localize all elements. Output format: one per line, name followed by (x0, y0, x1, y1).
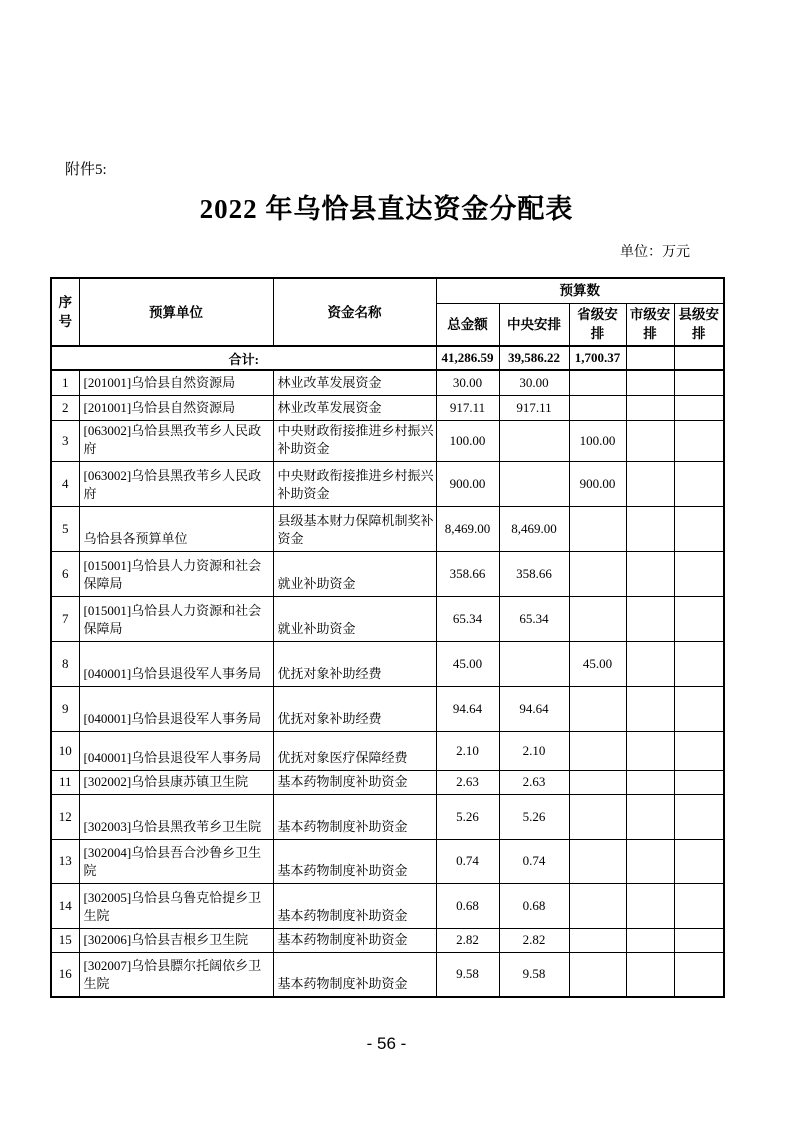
cell-central: 2.10 (499, 731, 569, 770)
table-row (51, 794, 724, 839)
header-budget-unit: 预算单位 (79, 278, 273, 346)
cell-county (674, 461, 724, 506)
cell-index: 1 (51, 370, 79, 395)
cell-fund-name: 林业改革发展资金 (273, 395, 436, 420)
cell-provincial (569, 731, 626, 770)
table-row (51, 928, 724, 952)
cell-total: 900.00 (436, 461, 499, 506)
table-row (51, 770, 724, 794)
table-row (51, 551, 724, 596)
cell-county (674, 596, 724, 641)
cell-budget-unit: [040001]乌恰县退役军人事务局 (79, 686, 273, 731)
header-budget-group: 预算数 (436, 278, 724, 303)
cell-fund-name: 中央财政衔接推进乡村振兴补助资金 (273, 420, 436, 461)
cell-total: 358.66 (436, 551, 499, 596)
allocation-table (50, 277, 725, 998)
cell-county (674, 370, 724, 395)
cell-county (674, 770, 724, 794)
cell-budget-unit: [015001]乌恰县人力资源和社会保障局 (79, 551, 273, 596)
cell-municipal (626, 641, 674, 686)
cell-county (674, 551, 724, 596)
table-row (51, 686, 724, 731)
page-number: - 56 - (366, 1034, 407, 1053)
cell-total: 917.11 (436, 395, 499, 420)
cell-provincial (569, 395, 626, 420)
cell-budget-unit: [302006]乌恰县吉根乡卫生院 (79, 928, 273, 952)
cell-central: 917.11 (499, 395, 569, 420)
total-row-county (674, 346, 724, 370)
table-row (51, 839, 724, 883)
cell-central: 0.74 (499, 839, 569, 883)
cell-budget-unit: [302002]乌恰县康苏镇卫生院 (79, 770, 273, 794)
cell-index: 6 (51, 551, 79, 596)
table-row (51, 596, 724, 641)
header-row-1 (51, 278, 724, 303)
table-row (51, 641, 724, 686)
cell-provincial (569, 506, 626, 551)
cell-budget-unit: [302007]乌恰县膘尔托阔依乡卫生院 (79, 952, 273, 997)
cell-fund-name: 基本药物制度补助资金 (273, 883, 436, 928)
table-row (51, 395, 724, 420)
cell-municipal (626, 395, 674, 420)
cell-central: 5.26 (499, 794, 569, 839)
cell-index: 14 (51, 883, 79, 928)
cell-county (674, 686, 724, 731)
cell-total: 0.74 (436, 839, 499, 883)
cell-municipal (626, 551, 674, 596)
table-row (51, 952, 724, 997)
table-row (51, 731, 724, 770)
cell-central: 2.82 (499, 928, 569, 952)
cell-index: 16 (51, 952, 79, 997)
cell-index: 3 (51, 420, 79, 461)
page-title: 2022 年乌恰县直达资金分配表 (199, 194, 574, 224)
cell-total: 45.00 (436, 641, 499, 686)
cell-provincial (569, 770, 626, 794)
cell-municipal (626, 928, 674, 952)
cell-municipal (626, 461, 674, 506)
total-row-label: 合计: (51, 346, 436, 370)
cell-municipal (626, 420, 674, 461)
cell-fund-name: 基本药物制度补助资金 (273, 952, 436, 997)
cell-budget-unit: [302005]乌恰县乌鲁克恰提乡卫生院 (79, 883, 273, 928)
cell-provincial (569, 928, 626, 952)
cell-index: 2 (51, 395, 79, 420)
cell-provincial (569, 686, 626, 731)
cell-county (674, 839, 724, 883)
cell-county (674, 506, 724, 551)
cell-index: 12 (51, 794, 79, 839)
cell-index: 5 (51, 506, 79, 551)
cell-municipal (626, 596, 674, 641)
table-body (51, 346, 724, 997)
cell-municipal (626, 731, 674, 770)
cell-county (674, 395, 724, 420)
cell-municipal (626, 952, 674, 997)
cell-central (499, 420, 569, 461)
total-row-provincial: 1,700.37 (569, 346, 626, 370)
cell-provincial (569, 370, 626, 395)
cell-municipal (626, 686, 674, 731)
table-row (51, 506, 724, 551)
cell-index: 11 (51, 770, 79, 794)
cell-county (674, 952, 724, 997)
cell-municipal (626, 770, 674, 794)
cell-index: 15 (51, 928, 79, 952)
cell-central (499, 461, 569, 506)
cell-budget-unit: [201001]乌恰县自然资源局 (79, 395, 273, 420)
cell-fund-name: 就业补助资金 (273, 551, 436, 596)
cell-total: 2.10 (436, 731, 499, 770)
cell-central: 94.64 (499, 686, 569, 731)
cell-central: 30.00 (499, 370, 569, 395)
cell-provincial (569, 839, 626, 883)
table-row (51, 370, 724, 395)
header-fund-name: 资金名称 (273, 278, 436, 346)
cell-total: 8,469.00 (436, 506, 499, 551)
unit-note: 单位：万元 (620, 245, 690, 260)
cell-county (674, 794, 724, 839)
cell-total: 65.34 (436, 596, 499, 641)
cell-index: 8 (51, 641, 79, 686)
cell-index: 10 (51, 731, 79, 770)
cell-total: 2.63 (436, 770, 499, 794)
cell-total: 100.00 (436, 420, 499, 461)
cell-fund-name: 基本药物制度补助资金 (273, 839, 436, 883)
cell-total: 94.64 (436, 686, 499, 731)
cell-budget-unit: [063002]乌恰县黑孜苇乡人民政府 (79, 420, 273, 461)
cell-central: 0.68 (499, 883, 569, 928)
cell-budget-unit: [015001]乌恰县人力资源和社会保障局 (79, 596, 273, 641)
cell-central (499, 641, 569, 686)
cell-index: 4 (51, 461, 79, 506)
cell-fund-name: 县级基本财力保障机制奖补资金 (273, 506, 436, 551)
cell-fund-name: 基本药物制度补助资金 (273, 770, 436, 794)
total-row (51, 346, 724, 370)
total-row-municipal (626, 346, 674, 370)
cell-municipal (626, 370, 674, 395)
cell-county (674, 641, 724, 686)
cell-budget-unit: [040001]乌恰县退役军人事务局 (79, 641, 273, 686)
cell-provincial (569, 883, 626, 928)
cell-provincial: 100.00 (569, 420, 626, 461)
cell-central: 9.58 (499, 952, 569, 997)
cell-budget-unit: 乌恰县各预算单位 (79, 506, 273, 551)
cell-municipal (626, 794, 674, 839)
cell-fund-name: 基本药物制度补助资金 (273, 794, 436, 839)
cell-provincial (569, 551, 626, 596)
cell-total: 9.58 (436, 952, 499, 997)
cell-municipal (626, 506, 674, 551)
table-row (51, 461, 724, 506)
table-row (51, 883, 724, 928)
table-row (51, 420, 724, 461)
cell-provincial: 45.00 (569, 641, 626, 686)
cell-central: 2.63 (499, 770, 569, 794)
cell-fund-name: 基本药物制度补助资金 (273, 928, 436, 952)
cell-total: 5.26 (436, 794, 499, 839)
total-row-central: 39,586.22 (499, 346, 569, 370)
total-row-amount: 41,286.59 (436, 346, 499, 370)
cell-budget-unit: [302004]乌恰县吾合沙鲁乡卫生院 (79, 839, 273, 883)
cell-central: 65.34 (499, 596, 569, 641)
cell-budget-unit: [063002]乌恰县黑孜苇乡人民政府 (79, 461, 273, 506)
cell-fund-name: 林业改革发展资金 (273, 370, 436, 395)
cell-total: 0.68 (436, 883, 499, 928)
cell-index: 13 (51, 839, 79, 883)
cell-county (674, 420, 724, 461)
cell-index: 7 (51, 596, 79, 641)
cell-fund-name: 中央财政衔接推进乡村振兴补助资金 (273, 461, 436, 506)
cell-municipal (626, 839, 674, 883)
cell-fund-name: 就业补助资金 (273, 596, 436, 641)
header-central: 中央安排 (499, 303, 569, 346)
cell-county (674, 883, 724, 928)
header-provincial: 省级安排 (569, 303, 626, 346)
header-total-amount: 总金额 (436, 303, 499, 346)
header-municipal: 市级安排 (626, 303, 674, 346)
cell-county (674, 928, 724, 952)
cell-fund-name: 优抚对象补助经费 (273, 686, 436, 731)
cell-budget-unit: [302003]乌恰县黑孜苇乡卫生院 (79, 794, 273, 839)
cell-county (674, 731, 724, 770)
cell-total: 2.82 (436, 928, 499, 952)
cell-provincial (569, 794, 626, 839)
cell-fund-name: 优抚对象补助经费 (273, 641, 436, 686)
cell-provincial: 900.00 (569, 461, 626, 506)
cell-municipal (626, 883, 674, 928)
cell-central: 358.66 (499, 551, 569, 596)
cell-budget-unit: [201001]乌恰县自然资源局 (79, 370, 273, 395)
header-county: 县级安排 (674, 303, 724, 346)
header-index: 序号 (51, 278, 79, 346)
attachment-label: 附件5: (65, 162, 107, 178)
cell-provincial (569, 952, 626, 997)
cell-total: 30.00 (436, 370, 499, 395)
cell-index: 9 (51, 686, 79, 731)
cell-budget-unit: [040001]乌恰县退役军人事务局 (79, 731, 273, 770)
cell-provincial (569, 596, 626, 641)
cell-fund-name: 优抚对象医疗保障经费 (273, 731, 436, 770)
cell-central: 8,469.00 (499, 506, 569, 551)
